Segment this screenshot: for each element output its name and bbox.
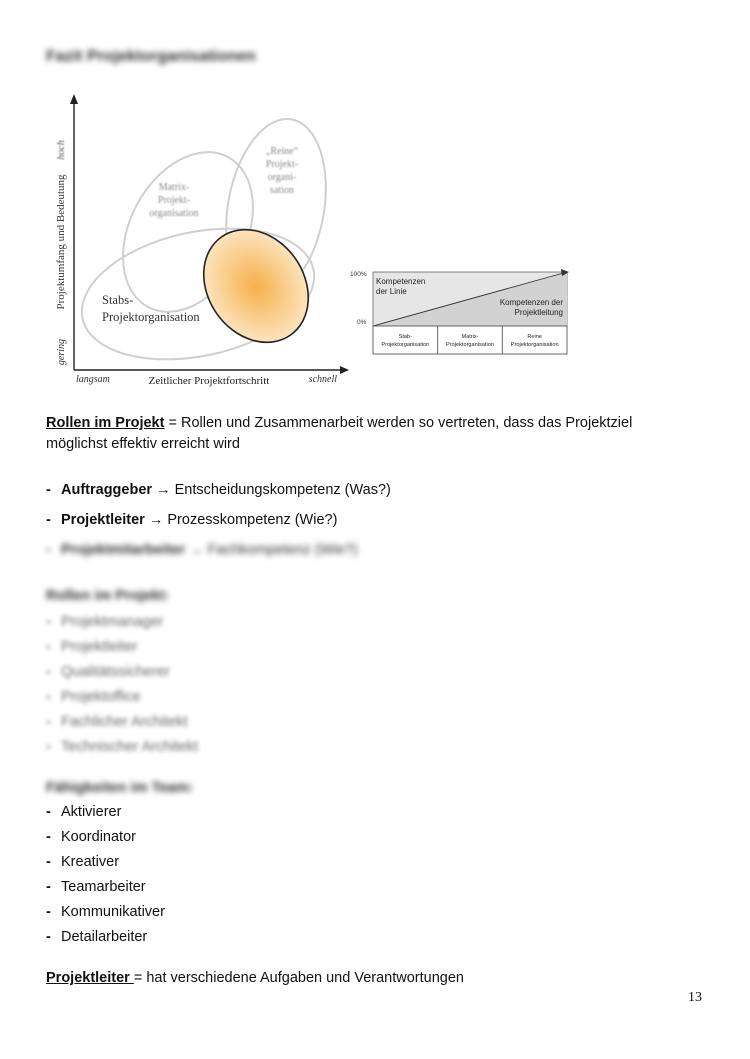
bullet-text: → Entscheidungskompetenz (Was?) — [152, 482, 391, 498]
column-label: Projektorganisation — [381, 342, 430, 348]
role-item-text: Technischer Architekt — [61, 739, 199, 755]
role-item — [46, 637, 138, 657]
team-skills-title: Fähigkeiten im Team: — [46, 780, 194, 796]
roles-paragraph — [46, 413, 632, 455]
roles-term: Rollen im Projekt — [46, 415, 165, 431]
column-label: Projektorganisation — [446, 342, 494, 348]
linie-label-line: der Linie — [376, 287, 407, 296]
reine-label-line: organi- — [267, 172, 297, 183]
bullet-dash: - — [46, 689, 51, 705]
y-axis-label: Projektumfang und Bedeutung — [55, 174, 67, 310]
bullet-bold: Projektmitarbeiter — [61, 542, 186, 558]
skill-item — [46, 827, 136, 847]
role-item-text: Projektoffice — [61, 689, 141, 705]
bullet-dash: - — [46, 664, 51, 680]
reine-label-line: „Reine“ — [265, 146, 299, 157]
x-axis-label: Zeitlicher Projektfortschritt — [148, 375, 270, 387]
bullet-dash: - — [46, 542, 51, 558]
projektleiter-paragraph — [46, 968, 464, 989]
projektleiter-term: Projektleiter — [46, 970, 134, 986]
projektleitung-label-line: Kompetenzen der — [499, 298, 563, 307]
role-item — [46, 612, 163, 632]
bullet-dash: - — [46, 929, 51, 945]
competence-bullet — [46, 540, 358, 560]
matrix-label-line: Projekt- — [157, 195, 191, 206]
bullet-dash: - — [46, 854, 51, 870]
role-item — [46, 737, 198, 757]
matrix-label-line: Matrix- — [158, 182, 190, 193]
x-axis-arrow-icon — [340, 366, 349, 374]
skill-item — [46, 927, 147, 947]
competence-bullet — [46, 510, 337, 530]
role-item — [46, 687, 141, 707]
bullet-dash: - — [46, 714, 51, 730]
x-right-label: schnell — [308, 374, 337, 385]
column-label: Reine — [527, 334, 543, 340]
highlight-ellipse — [182, 209, 329, 362]
skill-item-text: Koordinator — [61, 829, 136, 845]
bullet-bold: Auftraggeber — [61, 482, 153, 498]
x-left-label: langsam — [76, 374, 110, 385]
column-label: Projektorganisation — [510, 342, 559, 348]
bullet-text: → Prozesskompetenz (Wie?) — [144, 512, 338, 528]
skill-item — [46, 902, 165, 922]
skill-item — [46, 852, 119, 872]
bullet-dash: - — [46, 804, 51, 820]
projektleiter-text: = hat verschiedene Aufgaben und Verantwortungen — [133, 970, 464, 986]
stabs-label-line: Stabs- — [102, 293, 134, 307]
roles-text-line1: = Rollen und Zusammenarbeit werden so vertreten, dass das Projektziel — [164, 415, 633, 431]
page-number: 13 — [688, 990, 702, 1005]
bullet-dash: - — [46, 739, 51, 755]
column-label: Matrix- — [461, 334, 479, 340]
skill-item-text: Detailarbeiter — [61, 929, 148, 945]
bullet-dash: - — [46, 482, 51, 498]
bullet-dash: - — [46, 829, 51, 845]
role-item-text: Projektmanager — [61, 614, 164, 630]
page-heading: Fazit Projektorganisationen — [46, 48, 256, 65]
matrix-label — [149, 182, 198, 219]
reine-label-line: Projekt- — [265, 159, 299, 170]
label-0: 0% — [357, 319, 367, 326]
reine-label — [266, 146, 299, 196]
competence-chart — [348, 264, 570, 358]
columns-row — [373, 326, 567, 354]
reine-label-line: sation — [270, 185, 294, 196]
bullet-dash: - — [46, 879, 51, 895]
skill-item-text: Kreativer — [61, 854, 120, 870]
matrix-label-line: organisation — [149, 208, 199, 219]
bullet-dash: - — [46, 639, 51, 655]
y-top-label: hoch — [56, 140, 67, 160]
linie-label-line: Kompetenzen — [376, 277, 426, 286]
role-item-text: Projektleiter — [61, 639, 138, 655]
organisation-diagram — [44, 90, 354, 390]
bullet-bold: Projektleiter — [61, 512, 145, 528]
bullet-dash: - — [46, 904, 51, 920]
roles-list-title: Rollen im Projekt: — [46, 588, 170, 604]
role-item-text: Fachlicher Architekt — [61, 714, 188, 730]
column-label: Stab- — [398, 334, 412, 340]
label-100: 100% — [350, 271, 367, 278]
projektleitung-label-line: Projektleitung — [514, 308, 563, 317]
skill-item — [46, 877, 146, 897]
role-item — [46, 712, 188, 732]
bullet-dash: - — [46, 614, 51, 630]
skill-item-text: Aktivierer — [61, 804, 122, 820]
y-bottom-label: gering — [56, 338, 67, 366]
role-item — [46, 662, 170, 682]
roles-text-line2: möglichst effektiv erreicht wird — [46, 436, 240, 452]
bullet-text: → Fachkompetenz (Wie?) — [185, 542, 358, 558]
y-axis-arrow-icon — [70, 94, 78, 104]
stabs-label-line: Projektorganisation — [102, 310, 200, 324]
skill-item-text: Kommunikativer — [61, 904, 165, 920]
skill-item-text: Teamarbeiter — [61, 879, 146, 895]
competence-bullet — [46, 480, 391, 500]
bullet-dash: - — [46, 512, 51, 528]
role-item-text: Qualitätssicherer — [61, 664, 170, 680]
skill-item — [46, 802, 121, 822]
